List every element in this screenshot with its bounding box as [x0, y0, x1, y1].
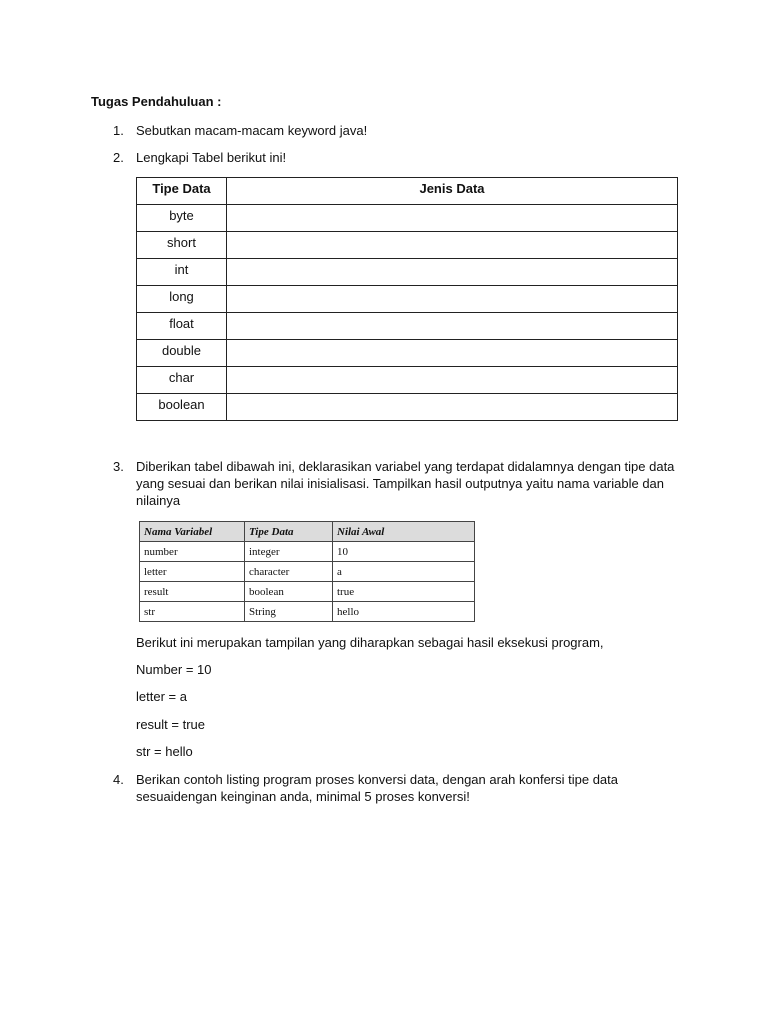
item-number-2: 2.: [113, 150, 124, 165]
cell-empty: [227, 259, 678, 286]
header-nilai-awal: Nilai Awal: [333, 522, 475, 542]
output-line-2: letter = a: [136, 689, 187, 704]
cell-type: int: [137, 259, 227, 286]
table-header-row: [137, 178, 678, 205]
cell-type: short: [137, 232, 227, 259]
cell-empty: [227, 340, 678, 367]
table-row: [137, 313, 678, 340]
page-title: Tugas Pendahuluan :: [91, 94, 222, 109]
cell-type: long: [137, 286, 227, 313]
item-text-2: Lengkapi Tabel berikut ini!: [136, 150, 287, 165]
cell-variable: letter: [140, 562, 245, 582]
cell-empty: [227, 205, 678, 232]
item-text-4-line-2: sesuaidengan keinginan anda, minimal 5 proses konversi!: [136, 789, 470, 804]
cell-variable: str: [140, 602, 245, 622]
cell-type: double: [137, 340, 227, 367]
cell-type: byte: [137, 205, 227, 232]
table-header-row: [140, 522, 475, 542]
variable-table: [139, 521, 475, 622]
cell-value: a: [333, 562, 475, 582]
item-text-4-line-1: Berikan contoh listing program proses konversi data, dengan arah konfersi tipe data: [136, 772, 619, 787]
cell-type: float: [137, 313, 227, 340]
table-row: [140, 542, 475, 562]
table-row: [137, 232, 678, 259]
cell-empty: [227, 232, 678, 259]
table-row: [137, 394, 678, 421]
item-number-1: 1.: [113, 123, 124, 138]
item-text-1: Sebutkan macam-macam keyword java!: [136, 123, 368, 138]
cell-type: integer: [245, 542, 333, 562]
table-row: [137, 367, 678, 394]
data-type-table: [136, 177, 678, 421]
cell-type: char: [137, 367, 227, 394]
cell-type: boolean: [245, 582, 333, 602]
table-row: [140, 582, 475, 602]
table-row: [137, 259, 678, 286]
header-tipe-data: Tipe Data: [245, 522, 333, 542]
output-line-4: str = hello: [136, 744, 193, 759]
table-row: [137, 205, 678, 232]
item-text-3-line-3: nilainya: [136, 493, 181, 508]
cell-value: true: [333, 582, 475, 602]
output-line-1: Number = 10: [136, 662, 212, 677]
cell-type: character: [245, 562, 333, 582]
header-jenis-data: Jenis Data: [227, 178, 678, 205]
cell-variable: number: [140, 542, 245, 562]
cell-empty: [227, 313, 678, 340]
cell-empty: [227, 367, 678, 394]
header-nama-variabel: Nama Variabel: [140, 522, 245, 542]
header-tipe-data: Tipe Data: [137, 178, 227, 205]
cell-value: hello: [333, 602, 475, 622]
cell-type: String: [245, 602, 333, 622]
output-line-3: result = true: [136, 717, 206, 732]
table-row: [137, 340, 678, 367]
cell-value: 10: [333, 542, 475, 562]
cell-variable: result: [140, 582, 245, 602]
item-text-3-line-2: yang sesuai dan berikan nilai inisialisasi. Tampilkan hasil outputnya yaitu nama variable dan: [136, 476, 665, 491]
cell-empty: [227, 394, 678, 421]
output-intro: Berikut ini merupakan tampilan yang diharapkan sebagai hasil eksekusi program,: [136, 635, 604, 650]
table-row: [137, 286, 678, 313]
item-number-4: 4.: [113, 772, 124, 787]
cell-empty: [227, 286, 678, 313]
cell-type: boolean: [137, 394, 227, 421]
table-row: [140, 562, 475, 582]
item-number-3: 3.: [113, 459, 124, 474]
table-row: [140, 602, 475, 622]
item-text-3-line-1: Diberikan tabel dibawah ini, deklarasikan variabel yang terdapat didalamnya dengan tipe data: [136, 459, 675, 474]
